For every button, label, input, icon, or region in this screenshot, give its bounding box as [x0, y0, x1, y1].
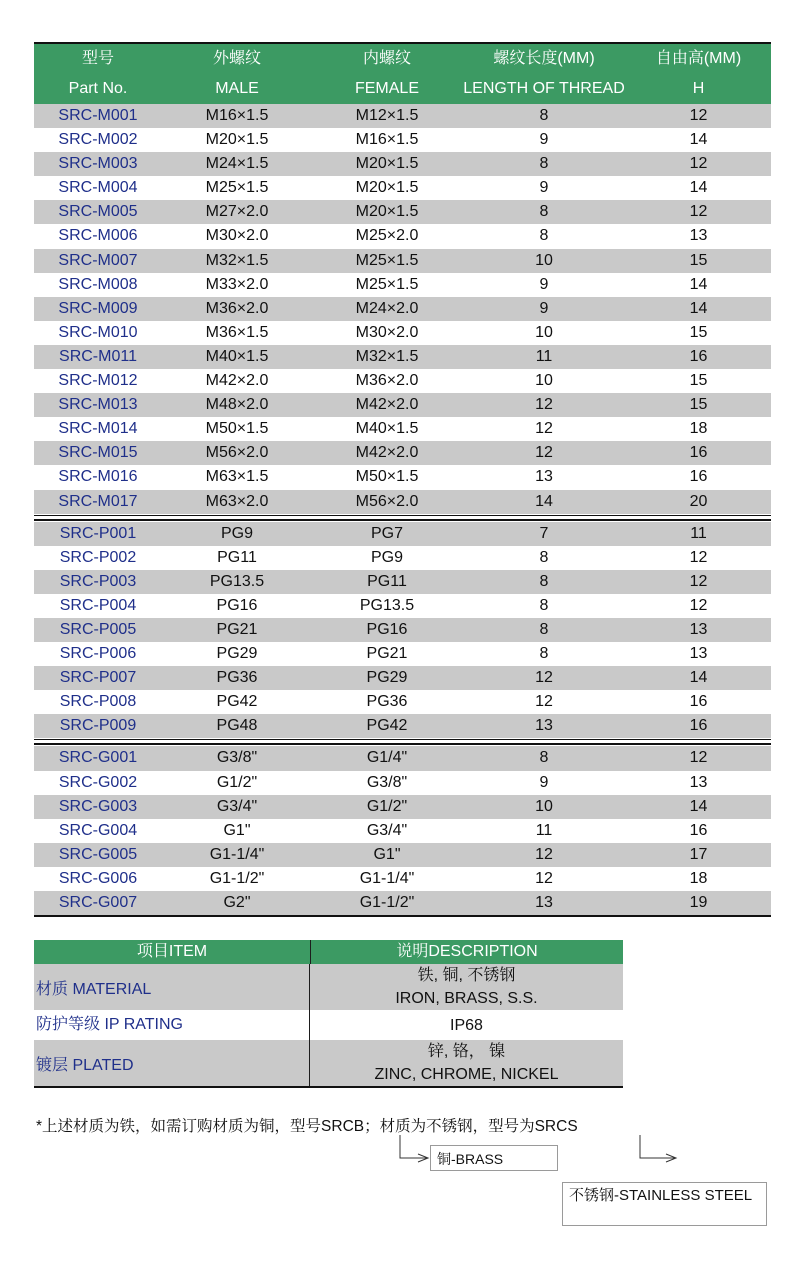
part-no-cell: SRC-M014 — [58, 420, 138, 438]
thread-length-cell: 8 — [539, 107, 549, 124]
material-footnote: *上述材质为铁，如需订购材质为铜，型号SRCB；材质为不锈钢，型号为SRCS — [36, 1118, 578, 1135]
male-thread-cell: M25×1.5 — [205, 179, 269, 197]
female-thread-cell: G1-1/4" — [359, 869, 415, 887]
male-thread-cell: M30×2.0 — [205, 227, 269, 245]
female-thread-cell: PG29 — [366, 669, 408, 687]
thread-length-cell: 10 — [535, 323, 553, 341]
female-thread-cell: M20×1.5 — [355, 155, 419, 173]
part-no-cell: SRC-M009 — [58, 299, 138, 317]
height-cell: 20 — [689, 492, 708, 510]
thread-length-cell: 13 — [535, 894, 553, 911]
female-thread-cell: M30×2.0 — [355, 323, 419, 341]
brass-callout: 铜-BRASS — [430, 1145, 558, 1171]
female-thread-cell: G1" — [373, 845, 401, 863]
female-thread-cell: M25×1.5 — [355, 251, 419, 269]
male-thread-cell: PG29 — [216, 645, 258, 663]
female-thread-cell: M42×2.0 — [355, 396, 419, 414]
part-no-cell: SRC-M004 — [58, 179, 138, 197]
height-cell: 18 — [689, 869, 708, 887]
thread-length-cell: 10 — [535, 372, 553, 390]
height-cell: 14 — [689, 299, 708, 317]
part-no-cell: SRC-P007 — [59, 669, 137, 687]
height-cell: 11 — [690, 524, 707, 542]
male-thread-cell: G2" — [223, 894, 251, 911]
male-thread-cell: M33×2.0 — [205, 275, 269, 293]
part-no-cell: SRC-G005 — [58, 845, 138, 863]
brass-arrow-line — [400, 1135, 428, 1158]
header-male-cn: 外螺纹 — [212, 50, 261, 67]
thread-length-cell: 10 — [535, 251, 553, 269]
male-thread-cell: M36×2.0 — [205, 299, 269, 317]
thread-length-cell: 9 — [539, 275, 549, 293]
height-cell: 16 — [689, 717, 708, 735]
female-thread-cell: M40×1.5 — [355, 420, 419, 438]
height-cell: 13 — [689, 620, 708, 638]
male-thread-cell: M42×2.0 — [205, 372, 269, 390]
height-cell: 16 — [689, 821, 708, 839]
thread-length-cell: 9 — [539, 179, 549, 197]
thread-length-cell: 12 — [535, 396, 553, 414]
male-thread-cell: G1-1/2" — [209, 869, 265, 887]
female-thread-cell: M50×1.5 — [355, 468, 419, 486]
male-thread-cell: M20×1.5 — [205, 131, 269, 149]
female-thread-cell: M25×2.0 — [355, 227, 419, 245]
thread-length-cell: 13 — [535, 468, 553, 486]
header-part-no-cn: 型号 — [81, 50, 114, 67]
male-thread-cell: G1" — [223, 821, 251, 839]
male-thread-cell: M32×1.5 — [205, 251, 269, 269]
female-thread-cell: PG9 — [370, 548, 403, 566]
height-cell: 13 — [689, 227, 708, 245]
header-male-en: MALE — [215, 80, 259, 97]
male-thread-cell: PG36 — [216, 669, 258, 687]
height-cell: 19 — [689, 894, 708, 911]
male-thread-cell: M27×2.0 — [205, 203, 269, 221]
male-thread-cell: M56×2.0 — [205, 444, 269, 462]
male-thread-cell: M63×1.5 — [205, 468, 269, 486]
spec-material-en: IRON, BRASS, S.S. — [395, 990, 538, 1007]
header-female-en: FEMALE — [354, 80, 419, 97]
height-cell: 13 — [689, 645, 708, 663]
male-thread-cell: G1/2" — [216, 773, 258, 791]
female-thread-cell: G1/4" — [366, 749, 408, 767]
male-thread-cell: M50×1.5 — [205, 420, 269, 438]
thread-length-cell: 8 — [539, 203, 549, 221]
part-no-cell: SRC-M015 — [58, 444, 138, 462]
spec-plated-label: 镀层 PLATED — [34, 1040, 310, 1086]
header-height-cn: 自由高(MM) — [655, 50, 742, 67]
height-cell: 16 — [689, 693, 708, 711]
part-no-cell: SRC-G002 — [58, 773, 138, 791]
part-no-cell: SRC-M006 — [58, 227, 138, 245]
female-thread-cell: G1/2" — [366, 797, 408, 815]
part-no-cell: SRC-P002 — [59, 548, 137, 566]
height-cell: 12 — [689, 572, 708, 590]
thread-length-cell: 8 — [539, 227, 549, 245]
female-thread-cell: PG13.5 — [359, 596, 415, 614]
part-no-cell: SRC-P009 — [59, 717, 137, 735]
thread-length-cell: 8 — [539, 645, 549, 663]
thread-length-cell: 7 — [539, 524, 549, 542]
male-thread-cell: PG16 — [216, 596, 258, 614]
part-no-cell: SRC-G006 — [58, 869, 138, 887]
part-no-cell: SRC-G004 — [58, 821, 138, 839]
part-no-cell: SRC-M002 — [58, 131, 138, 149]
part-no-cell: SRC-G001 — [58, 749, 138, 767]
thread-length-cell: 13 — [535, 717, 553, 735]
thread-length-cell: 14 — [535, 492, 553, 510]
thread-length-cell: 9 — [539, 131, 549, 149]
height-cell: 16 — [689, 347, 708, 365]
height-cell: 12 — [689, 596, 708, 614]
part-no-cell: SRC-M016 — [58, 468, 138, 486]
female-thread-cell: M20×1.5 — [355, 203, 419, 221]
spec-header-description: 说明DESCRIPTION — [396, 943, 538, 960]
thread-length-cell: 9 — [539, 773, 549, 791]
thread-length-cell: 12 — [535, 845, 553, 863]
thread-length-cell: 12 — [535, 869, 553, 887]
part-no-cell: SRC-M017 — [58, 492, 138, 510]
height-cell: 15 — [689, 372, 708, 390]
steel-arrow-line — [640, 1135, 676, 1158]
height-cell: 17 — [689, 845, 708, 863]
female-thread-cell: M56×2.0 — [355, 492, 419, 510]
male-thread-cell: M40×1.5 — [205, 347, 269, 365]
female-thread-cell: G1-1/2" — [359, 894, 415, 911]
thread-length-cell: 8 — [539, 596, 549, 614]
female-thread-cell: G3/4" — [366, 821, 408, 839]
height-cell: 14 — [689, 669, 708, 687]
height-cell: 14 — [689, 131, 708, 149]
male-thread-cell: M48×2.0 — [205, 396, 269, 414]
female-thread-cell: PG16 — [366, 620, 408, 638]
part-no-cell: SRC-M007 — [58, 251, 138, 269]
female-thread-cell: M32×1.5 — [355, 347, 419, 365]
height-cell: 18 — [689, 420, 708, 438]
part-no-cell: SRC-M005 — [58, 203, 138, 221]
male-thread-cell: M36×1.5 — [205, 323, 269, 341]
female-thread-cell: M12×1.5 — [355, 107, 419, 124]
thread-length-cell: 12 — [535, 444, 553, 462]
thread-length-cell: 8 — [539, 572, 549, 590]
male-thread-cell: M24×1.5 — [205, 155, 269, 173]
female-thread-cell: M16×1.5 — [355, 131, 419, 149]
height-cell: 15 — [689, 251, 708, 269]
thread-length-cell: 11 — [535, 821, 553, 839]
height-cell: 15 — [689, 396, 708, 414]
height-cell: 13 — [689, 773, 708, 791]
male-thread-cell: G3/8" — [216, 749, 258, 767]
header-thread-length-en: LENGTH OF THREAD — [463, 80, 625, 97]
male-thread-cell: PG13.5 — [209, 572, 265, 590]
height-cell: 12 — [689, 749, 708, 767]
female-thread-cell: M36×2.0 — [355, 372, 419, 390]
male-thread-cell: M16×1.5 — [205, 107, 269, 124]
female-thread-cell: PG21 — [366, 645, 408, 663]
header-female-cn: 内螺纹 — [362, 50, 411, 67]
female-thread-cell: G3/8" — [366, 773, 408, 791]
male-thread-cell: PG11 — [217, 548, 257, 566]
thread-length-cell: 8 — [539, 155, 549, 173]
height-cell: 14 — [689, 179, 708, 197]
thread-length-cell: 9 — [539, 299, 549, 317]
header-thread-length-cn: 螺纹长度(MM) — [493, 50, 595, 67]
thread-length-cell: 12 — [535, 669, 553, 687]
spec-plated-cn: 锌, 铬， 镍 — [427, 1043, 506, 1060]
height-cell: 12 — [689, 203, 708, 221]
female-thread-cell: PG36 — [366, 693, 408, 711]
part-no-cell: SRC-M012 — [58, 372, 138, 390]
height-cell: 12 — [689, 107, 708, 124]
height-cell: 14 — [689, 797, 708, 815]
part-no-cell: SRC-M001 — [58, 107, 138, 124]
height-cell: 12 — [689, 155, 708, 173]
height-cell: 15 — [689, 323, 708, 341]
female-thread-cell: PG11 — [367, 572, 407, 590]
spec-plated-en: ZINC, CHROME, NICKEL — [374, 1066, 559, 1083]
female-thread-cell: M20×1.5 — [355, 179, 419, 197]
thread-length-cell: 8 — [539, 548, 549, 566]
male-thread-cell: M63×2.0 — [205, 492, 269, 510]
thread-length-cell: 12 — [535, 420, 553, 438]
part-no-cell: SRC-G003 — [58, 797, 138, 815]
male-thread-cell: PG9 — [220, 524, 253, 542]
part-no-cell: SRC-M003 — [58, 155, 138, 173]
male-thread-cell: PG21 — [216, 620, 258, 638]
female-thread-cell: M24×2.0 — [355, 299, 419, 317]
part-no-cell: SRC-M008 — [58, 275, 138, 293]
part-no-cell: SRC-P005 — [59, 620, 137, 638]
part-no-cell: SRC-P008 — [59, 693, 137, 711]
spec-material-cn: 铁, 铜, 不锈钢 — [417, 967, 516, 984]
height-cell: 14 — [689, 275, 708, 293]
thread-length-cell: 8 — [539, 749, 549, 767]
part-no-cell: SRC-P006 — [59, 645, 137, 663]
part-no-cell: SRC-G007 — [58, 894, 138, 911]
part-no-cell: SRC-P004 — [59, 596, 137, 614]
spec-material-label: 材质 MATERIAL — [34, 964, 310, 1010]
height-cell: 16 — [689, 444, 708, 462]
thread-length-cell: 10 — [535, 797, 553, 815]
part-no-cell: SRC-P003 — [59, 572, 137, 590]
female-thread-cell: PG42 — [366, 717, 408, 735]
male-thread-cell: PG48 — [216, 717, 258, 735]
header-height-en: H — [692, 80, 705, 97]
thread-length-cell: 12 — [535, 693, 553, 711]
height-cell: 12 — [689, 548, 708, 566]
male-thread-cell: G1-1/4" — [209, 845, 265, 863]
header-part-no-en: Part No. — [68, 80, 128, 97]
male-thread-cell: G3/4" — [216, 797, 258, 815]
thread-length-cell: 11 — [535, 347, 553, 365]
spec-ip-label: 防护等级 IP RATING — [34, 1010, 310, 1040]
female-thread-cell: M25×1.5 — [355, 275, 419, 293]
female-thread-cell: M42×2.0 — [355, 444, 419, 462]
male-thread-cell: PG42 — [216, 693, 258, 711]
spec-ip-value: IP68 — [450, 1016, 483, 1034]
part-no-cell: SRC-M013 — [58, 396, 138, 414]
thread-length-cell: 8 — [539, 620, 549, 638]
spec-header-item: 项目ITEM — [34, 940, 311, 964]
female-thread-cell: PG7 — [370, 524, 403, 542]
part-no-cell: SRC-P001 — [59, 524, 137, 542]
part-no-cell: SRC-M010 — [58, 323, 138, 341]
stainless-steel-callout: 不锈钢-STAINLESS STEEL — [562, 1182, 767, 1226]
part-no-cell: SRC-M011 — [59, 347, 137, 365]
height-cell: 16 — [689, 468, 708, 486]
